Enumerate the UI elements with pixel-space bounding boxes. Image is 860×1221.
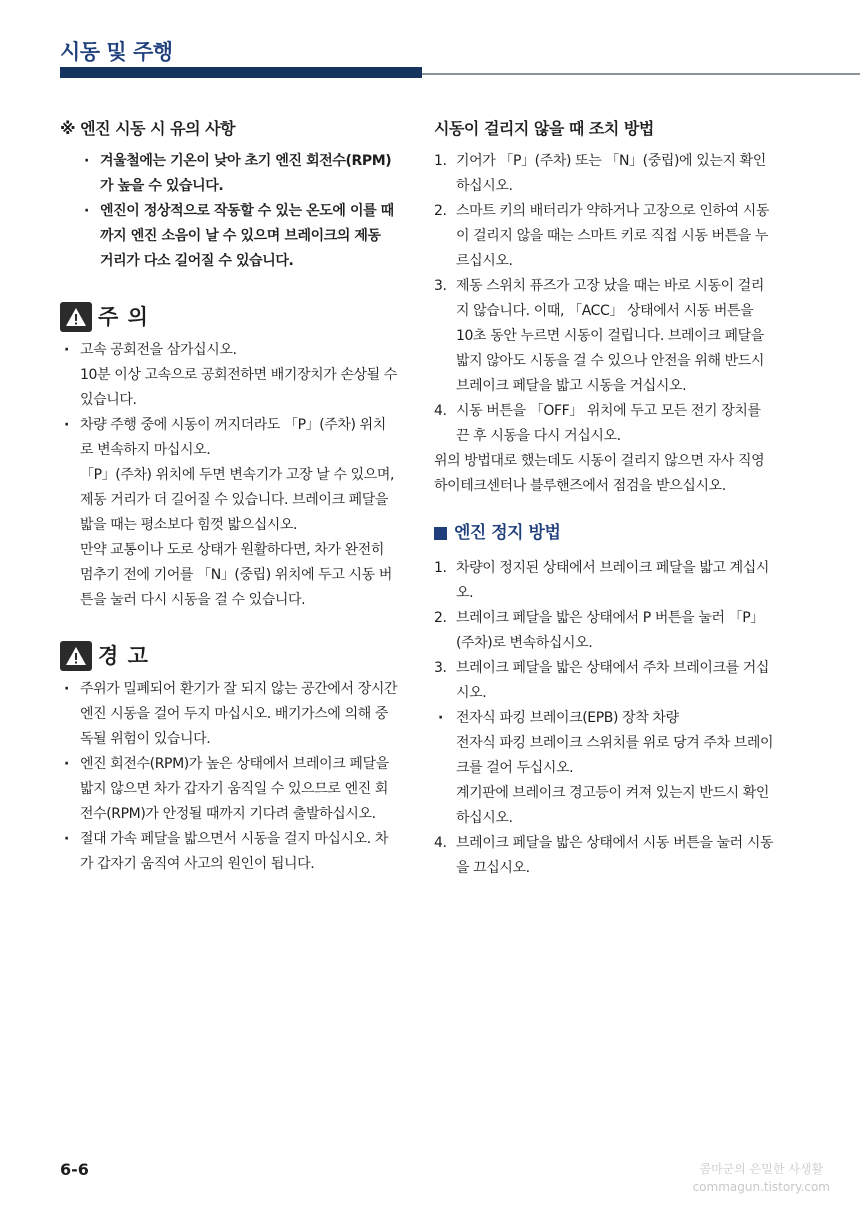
notice-title: ※ 엔진 시동 시 유의 사항 [60,119,236,138]
caution-heading [60,302,398,332]
warning-triangle-icon [60,302,92,332]
header-rule-dark [60,67,422,78]
item-text: 기어가 「P」(주차) 또는 「N」(중립)에 있는지 확인하십시오. [456,153,766,194]
item-number: 4. [434,835,447,851]
item-number: 3. [434,660,447,676]
left-column [60,110,398,877]
item-number: 2. [434,203,447,219]
list-item [434,606,774,656]
watermark-line: commagun.tistory.com [692,1180,830,1194]
item-text: 브레이크 페달을 밟은 상태에서 P 버튼을 눌러 「P」(주차)로 변속하십시오. [456,610,764,651]
list-item [434,274,774,399]
list-item [434,556,774,606]
item-number: 1. [434,153,447,169]
stop-list [434,556,774,881]
item-text: 브레이크 페달을 밟은 상태에서 주차 브레이크를 거십시오. [456,660,770,701]
item-number: 2. [434,610,447,626]
nostart-list [434,149,774,449]
item-number: 3. [434,278,447,294]
list-item: · 엔진이 정상적으로 작동할 수 있는 온도에 이를 때까지 엔진 소음이 날 수 있으며 브레이크의 제동 거리가 다소 길어질 수 있습니다. [82,199,398,274]
caution-list [60,338,398,613]
item-main: 차량 주행 중에 시동이 꺼지더라도 「P」(주차) 위치로 변속하지 마십시오. [80,417,386,458]
watermark [693,1160,830,1196]
square-bullet-icon [434,527,447,540]
item-text: 시동 버튼을 「OFF」 위치에 두고 모든 전기 장치를 끈 후 시동을 다시 거십시오. [456,403,761,444]
nostart-footer: 위의 방법대로 했는데도 시동이 걸리지 않으면 자사 직영 하이테크센터나 블루핸즈에서 점검을 받으십시오. [434,453,765,494]
list-item [60,413,398,613]
warning-title: 경 고 [98,643,149,668]
stop-heading [434,521,774,546]
list-item [434,149,774,199]
warning-triangle-icon [60,641,92,671]
item-text: 스마트 키의 배터리가 약하거나 고장으로 인하여 시동이 걸리지 않을 때는 스마트 키로 직접 시동 버튼을 누르십시오. [456,203,770,269]
item-number: 1. [434,560,447,576]
item-text: 브레이크 페달을 밟은 상태에서 시동 버튼을 눌러 시동을 끄십시오. [456,835,774,876]
caution-title: 주 의 [98,304,149,329]
warning-list [60,677,398,877]
item-detail: 계기판에 브레이크 경고등이 켜져 있는지 반드시 확인하십시오. [456,785,770,826]
item-detail: 10분 이상 고속으로 공회전하면 배기장치가 손상될 수 있습니다. [80,367,397,408]
item-detail: 「P」(주차) 위치에 두면 변속기가 고장 날 수 있으며, 제동 거리가 더 길어질 수 있습니다. 브레이크 페달을 밟을 때는 평소보다 힘껏 밟으십시오. [80,467,394,533]
item-main: 고속 공회전을 삼가십시오. [80,342,237,358]
right-column [434,110,774,881]
warning-heading [60,641,398,671]
item-text: 차량이 정지된 상태에서 브레이크 페달을 밟고 계십시오. [456,560,770,601]
list-item [434,399,774,449]
notice-list [82,149,398,274]
item-text: 제동 스위치 퓨즈가 고장 났을 때는 바로 시동이 걸리지 않습니다. 이때, 「ACC」 상태에서 시동 버튼을 10초 동안 누르면 시동이 걸립니다. 브레이크 페달을 밟지 않아도 시동을 걸 수 있으나 안전을 위해 반드시 브레이크 페달을 밟고 시동을 거십시오. [456,278,765,394]
list-item [434,831,774,881]
list-item [434,706,774,831]
stop-title: 엔진 정지 방법 [454,523,561,543]
item-detail: 만약 교통이나 도로 상태가 원활하다면, 차가 완전히 멈추기 전에 기어를 「N」(중립) 위치에 두고 시동 버튼을 눌러 다시 시동을 걸 수 있습니다. [80,542,392,608]
item-text: 전자식 파킹 브레이크(EPB) 장착 차량 [456,710,679,726]
section-title: 시동 및 주행 [60,40,173,64]
header-rule-light [422,73,860,75]
item-number: 4. [434,403,447,419]
list-item: · 주위가 밀폐되어 환기가 잘 되지 않는 공간에서 장시간 엔진 시동을 걸어 두지 마십시오. 배기가스에 의해 중독될 위험이 있습니다. [60,677,398,752]
nostart-title: 시동이 걸리지 않을 때 조치 방법 [434,119,654,138]
item-detail: 전자식 파킹 브레이크 스위치를 위로 당겨 주차 브레이크를 걸어 두십시오. [456,735,774,776]
list-item: · 엔진 회전수(RPM)가 높은 상태에서 브레이크 페달을 밟지 않으면 차가 갑자기 움직일 수 있으므로 엔진 회전수(RPM)가 안정될 때까지 기다려 출발하십시오. [60,752,398,827]
list-item: · 겨울철에는 기온이 낮아 초기 엔진 회전수(RPM)가 높을 수 있습니다. [82,149,398,199]
page-number: 6-6 [60,1160,89,1179]
watermark-line: 콤마군의 은밀한 사생활 [699,1162,824,1176]
list-item [60,338,398,413]
list-item [434,656,774,706]
list-item [434,199,774,274]
list-item: · 절대 가속 페달을 밟으면서 시동을 걸지 마십시오. 차가 갑자기 움직여 사고의 원인이 됩니다. [60,827,398,877]
